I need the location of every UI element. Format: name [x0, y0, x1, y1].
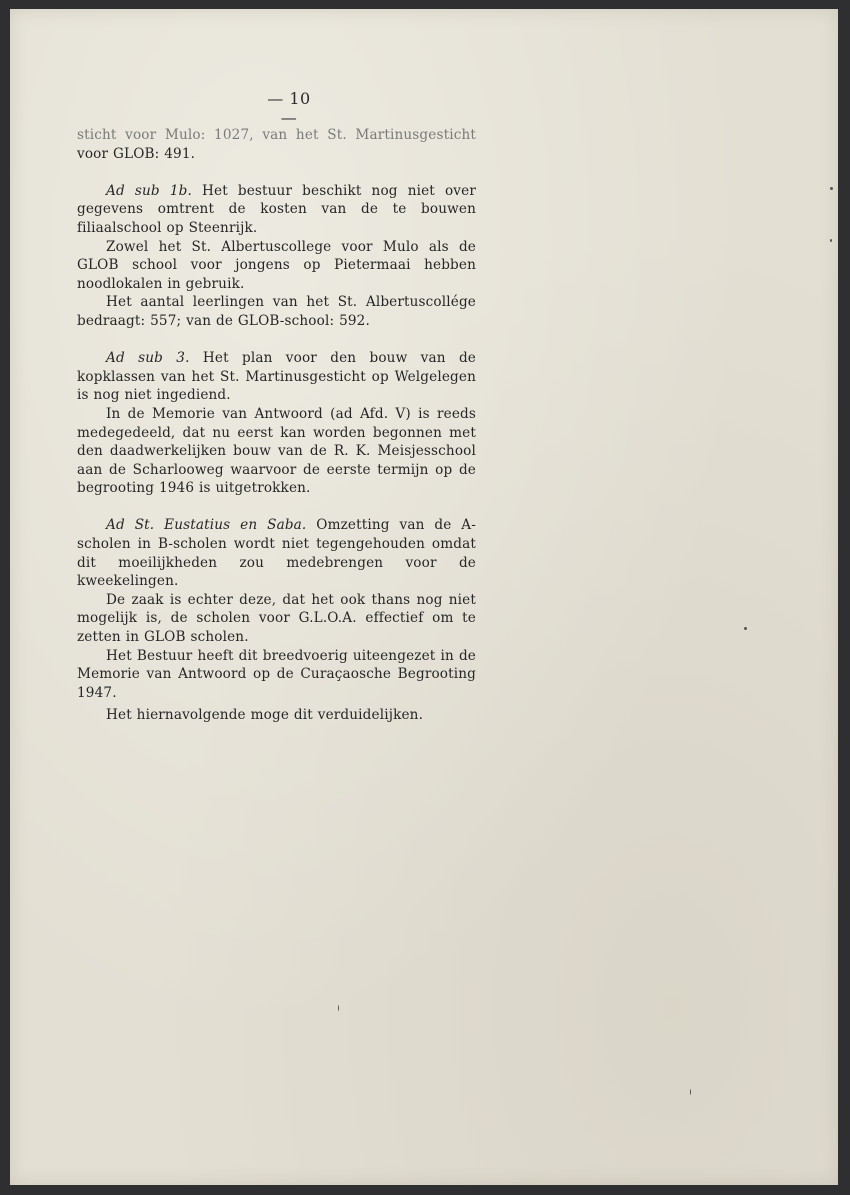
paper-speck — [830, 239, 832, 242]
paragraph-7 — [77, 516, 476, 590]
paper-speck — [690, 1089, 691, 1095]
paragraph-lead: Ad sub 1b. — [106, 182, 192, 199]
paragraph-6 — [77, 405, 476, 498]
paragraph-8 — [77, 591, 476, 647]
paragraph-body: In de Memorie van Antwoord (ad Afd. V) is reeds medegedeeld, dat nu eerst kan worden begonnen met den daadwerkelijken bouw van de R. K. Meisjesschool aan de Scharlooweg waarvoor de eerste termijn op de begrooting 1946 is uitgetrokken. — [77, 405, 476, 497]
paragraph-9 — [77, 647, 476, 703]
paragraph-body: Omzetting van de A-scholen in B-scholen wordt niet tegengehouden omdat dit moeilijkheden zou medebrengen voor de kweekelingen. — [77, 517, 476, 590]
paragraph-10 — [77, 706, 476, 725]
paragraph-2 — [77, 182, 476, 238]
paragraph-body: Het hiernavolgende moge dit verduidelijken. — [106, 707, 424, 724]
paper-speck — [830, 187, 833, 190]
page-number: — 10 — — [267, 89, 311, 127]
paragraph-body: Het bestuur beschikt nog niet over gegevens omtrent de kosten van de te bouwen filiaalschool op Steenrijk. — [77, 182, 476, 236]
paragraph-1 — [77, 126, 476, 163]
paragraph-3 — [77, 238, 476, 294]
document-page — [10, 9, 838, 1185]
paragraph-body: Het plan voor den bouw van de kopklassen van het St. Martinusgesticht op Welgelegen is nog niet ingediend. — [77, 350, 476, 404]
paragraph-body: Het aantal leerlingen van het St. Albertuscollége bedraagt: 557; van de GLOB-school: 592. — [77, 294, 476, 329]
paragraph-5 — [77, 349, 476, 405]
paper-speck — [338, 1005, 339, 1011]
paragraph-4 — [77, 293, 476, 330]
paper-speck — [744, 627, 747, 630]
paragraph-body: Het Bestuur heeft dit breedvoerig uiteengezet in de Memorie van Antwoord op de Curaçaosche Begrooting 1947. — [77, 647, 476, 701]
paragraph-body: sticht voor Mulo: 1027, van het St. Martinusgesticht voor GLOB: 491. — [77, 127, 476, 162]
paragraph-lead: Ad St. Eustatius en Saba. — [106, 517, 307, 534]
paragraph-lead: Ad sub 3. — [106, 350, 190, 367]
body-text — [77, 126, 476, 725]
paragraph-body: Zowel het St. Albertuscollege voor Mulo als de GLOB school voor jongens op Pietermaai hebben noodlokalen in gebruik. — [77, 238, 476, 292]
paragraph-body: De zaak is echter deze, dat het ook thans nog niet mogelijk is, de scholen voor G.L.O.A. effectief om te zetten in GLOB scholen. — [77, 591, 476, 646]
